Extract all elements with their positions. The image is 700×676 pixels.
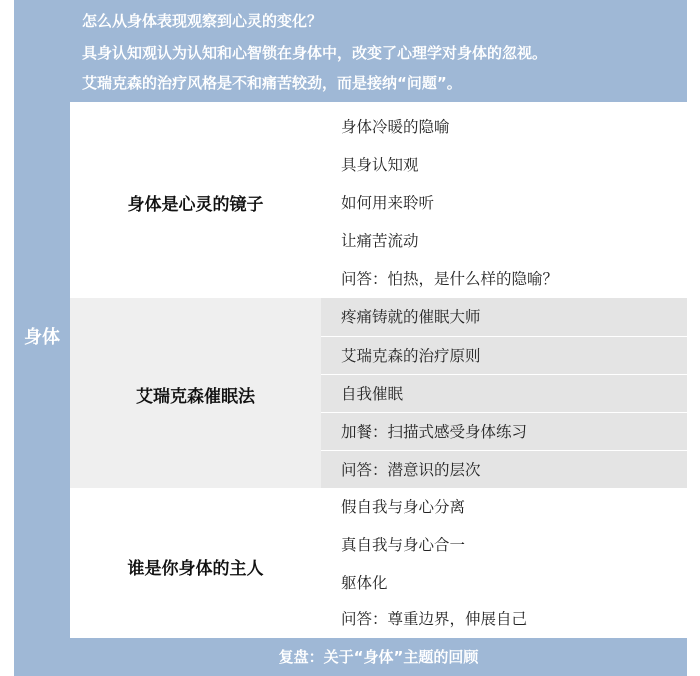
list-item: 艾瑞克森的治疗原则 bbox=[321, 336, 687, 374]
list-item: 具身认知观 bbox=[341, 156, 419, 174]
list-item: 疼痛铸就的催眠大师 bbox=[321, 298, 687, 336]
topic-label: 身体 bbox=[24, 327, 60, 348]
list-item: 真自我与身心合一 bbox=[341, 536, 466, 554]
list-item: 身体冷暖的隐喻 bbox=[341, 118, 450, 136]
list-item: 问答：怕热，是什么样的隐喻？ bbox=[341, 270, 559, 288]
list-item: 假自我与身心分离 bbox=[341, 498, 466, 516]
section-body-mirror bbox=[70, 108, 687, 298]
intro-line: 怎么从身体表现观察到心灵的变化？ bbox=[82, 12, 323, 30]
section-title: 谁是你身体的主人 bbox=[127, 559, 264, 579]
section-body-owner bbox=[70, 488, 687, 638]
review-text: 复盘：关于“身体”主题的回顾 bbox=[278, 648, 479, 666]
intro-line: 具身认知观认为认知和心智锁在身体中，改变了心理学对身体的忽视。 bbox=[82, 44, 548, 62]
section-title: 身体是心灵的镜子 bbox=[127, 195, 264, 215]
list-item: 加餐：扫描式感受身体练习 bbox=[321, 412, 687, 450]
list-item: 躯体化 bbox=[341, 574, 388, 592]
section-erickson-hypnosis bbox=[70, 298, 687, 488]
list-item: 自我催眠 bbox=[321, 374, 687, 412]
list-item: 让痛苦流动 bbox=[341, 232, 419, 250]
list-item: 问答：尊重边界，伸展自己 bbox=[341, 610, 528, 628]
list-item: 问答：潜意识的层次 bbox=[321, 450, 687, 488]
list-item: 如何用来聆听 bbox=[341, 194, 435, 212]
section-title: 艾瑞克森催眠法 bbox=[136, 387, 255, 407]
intro-header bbox=[70, 0, 687, 102]
topic-column bbox=[14, 0, 70, 676]
review-footer bbox=[70, 638, 687, 676]
mindmap-frame bbox=[14, 0, 687, 676]
intro-line: 艾瑞克森的治疗风格是不和痛苦较劲，而是接纳“问题”。 bbox=[82, 74, 462, 92]
